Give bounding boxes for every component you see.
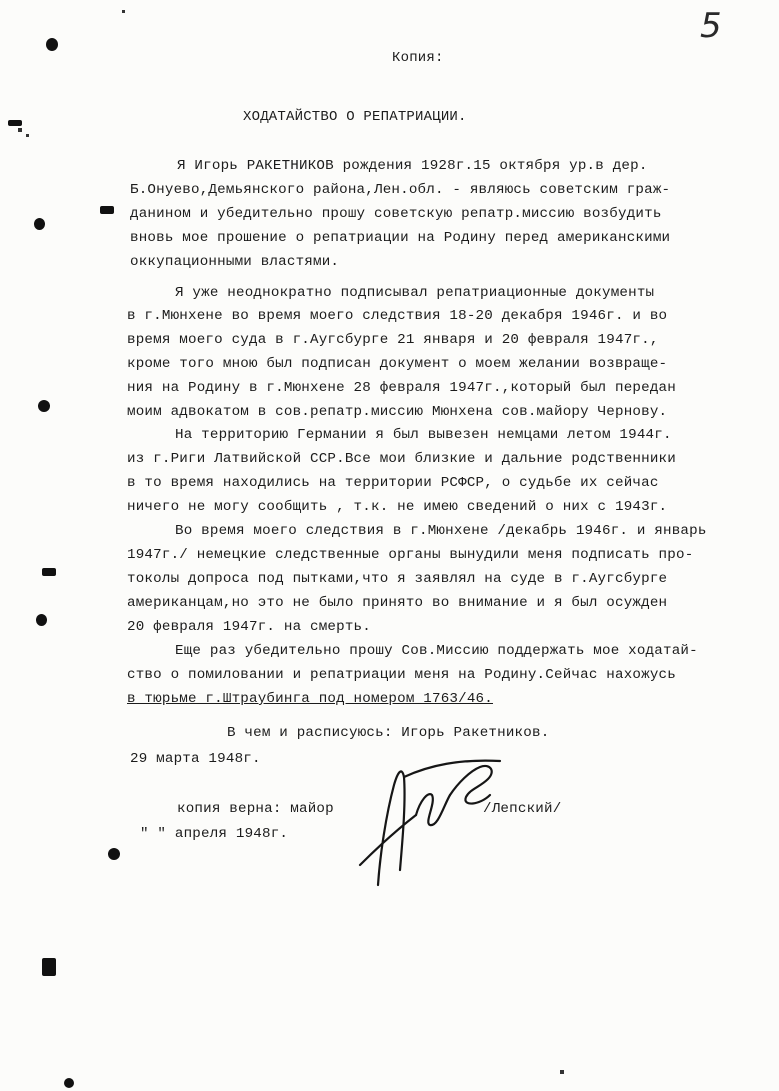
punch-hole-mark [64,1078,74,1088]
text-line: 20 февраля 1947г. на смерть. [127,619,371,635]
punch-hole-mark [38,400,50,412]
scan-speck [18,128,22,132]
handwritten-signature [320,745,530,895]
copy-label: Копия: [392,50,444,66]
signer-name: /Лепский/ [483,801,562,817]
signature-statement: В чем и расписуюсь: Игорь Ракетников. [227,725,550,741]
text-line: Я уже неоднократно подписывал репатриационные документы [175,285,655,301]
text-line: кроме того мною был подписан документ о моем желании возвраще- [127,356,668,372]
text-line: данином и убедительно прошу советскую репатр.миссию возбудить [130,206,662,222]
text-line: в г.Мюнхене во время моего следствия 18-20 декабря 1946г. и во [127,308,668,324]
scan-speck [122,10,125,13]
text-line: время моего суда в г.Аугсбурге 21 января и 20 февраля 1947г., [127,332,659,348]
scan-speck [8,120,22,126]
scan-speck [26,134,29,137]
scan-speck [42,958,56,976]
scan-speck [42,568,56,576]
page-number: 5 [700,6,722,46]
document-date: 29 марта 1948г. [130,751,261,767]
text-line: моим адвокатом в сов.репатр.миссию Мюнхена сов.майору Чернову. [127,404,668,420]
text-line: ния на Родину в г.Мюнхене 28 февраля 1947г.,который был передан [127,380,676,396]
text-line: Б.Онуево,Демьянского района,Лен.обл. - являюсь советским граж- [130,182,671,198]
punch-hole-mark [46,38,58,51]
scan-speck [100,206,114,214]
text-line: Во время моего следствия в г.Мюнхене /декабрь 1946г. и январь [175,523,707,539]
punch-hole-mark [108,848,120,860]
scan-speck [560,1070,564,1074]
document-title: ХОДАТАЙСТВО О РЕПАТРИАЦИИ. [243,109,467,125]
text-line: оккупационными властями. [130,254,340,270]
text-line: из г.Риги Латвийской ССР.Все мои близкие и дальние родственники [127,451,676,467]
text-line: вновь мое прошение о репатриации на Родину перед американскими [130,230,671,246]
text-line: в то время находились на территории РСФСР, о судьбе их сейчас [127,475,659,491]
text-line: американцам,но это не было принято во внимание и я был осужден [127,595,668,611]
text-line: ство о помиловании и репатриации меня на Родину.Сейчас нахожусь [127,667,676,683]
copy-verified-label: копия верна: майор [177,801,334,817]
text-line: токолы допроса под пытками,что я заявлял на суде в г.Аугсбурге [127,571,668,587]
text-line: Я Игорь РАКЕТНИКОВ рождения 1928г.15 октября ур.в дер. [177,158,648,174]
copy-date: " " апреля 1948г. [140,826,289,842]
text-line: Еще раз убедительно прошу Сов.Миссию поддержать мое ходатай- [175,643,698,659]
text-line: 1947г./ немецкие следственные органы вынудили меня подписать про- [127,547,694,563]
punch-hole-mark [34,218,45,230]
text-line: На территорию Германии я был вывезен немцами летом 1944г. [175,427,672,443]
text-line: ничего не могу сообщить , т.к. не имею сведений о них с 1943г. [127,499,668,515]
punch-hole-mark [36,614,47,626]
text-line: в тюрьме г.Штраубинга под номером 1763/46. [127,691,493,707]
